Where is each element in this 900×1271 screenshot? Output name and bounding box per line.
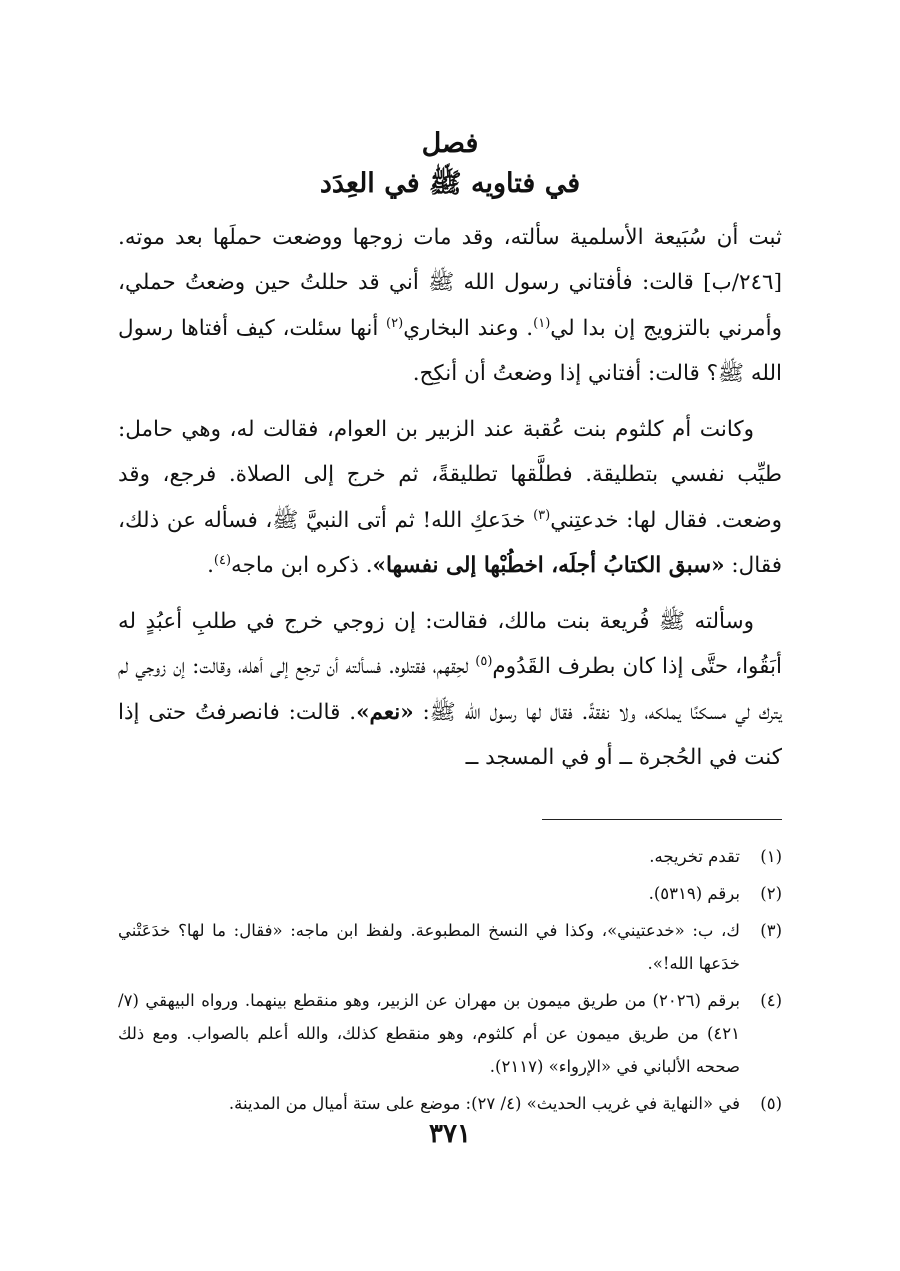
paragraph-3-text-a: وسألته ﷺ فُريعة بنت مالك، فقالت: إن زوجي خرج في طلبِ أعبُدٍ له أبَقُوا، حتَّى إذا كان بطرف القَدُوم (118, 608, 782, 680)
footnote-5 (118, 1087, 782, 1120)
paragraph-3 (118, 599, 782, 781)
footnote-ref-1: (١) (533, 315, 551, 331)
footnote-separator-wrap (118, 791, 782, 840)
section-subtitle: في فتاويه ﷺ في العِدَد (319, 168, 581, 200)
footnote-text: تقدم تخريجه. (649, 846, 740, 866)
section-title: فصل (421, 128, 479, 159)
paragraph-2-text-a: وكانت أم كلثوم بنت عُقبة عند الزبير بن العوام، فقالت له، وهي حامل: طيِّب نفسي بتطليقة. فطلَّقها تطليقةً، ثم خرج إلى الصلاة. فرجع، وقد وضعت. فقال لها: خدعتِني (118, 416, 783, 533)
footnote-number: (٣) (760, 920, 782, 940)
main-text (118, 215, 782, 781)
paragraph-2 (118, 407, 782, 589)
paragraph-1-text-a: ثبت أن سُبَيعة الأسلمية سألته، وقد مات زوجها ووضعت حملَها بعد موته. [٢٤٦/ب] قالت: فأفتاني رسول الله ﷺ أني قد حللتُ حين وضعتُ حملي، وأمرني بالتزويج إن بدا لي (118, 224, 782, 341)
footnote-number: (٤) (760, 990, 782, 1010)
footnote-text: برقم (٥٣١٩). (648, 883, 740, 903)
footnote-1 (118, 840, 782, 873)
paragraph-1-text-c: أنها سئلت، كيف أفتاها رسول الله ﷺ؟ قالت: أفتاني إذا وضعتُ أن أنكِح. (118, 315, 782, 387)
paragraph-2-text-b: خدَعكِ الله! ثم أتى النبيَّ ﷺ، فسأله عن ذلك، فقال: (118, 507, 782, 579)
footnote-4 (118, 984, 782, 1083)
footnote-2 (118, 877, 782, 910)
footnote-text: برقم (٢٠٢٦) من طريق ميمون بن مهران عن الزبير، وهو منقطع بينهما. ورواه البيهقي (٧/ ٤٢١) من طريق ميمون عن أم كلثوم، وهو منقطع كذلك، والله أعلم بالصواب. ومع ذلك صححه الألباني في «الإرواء» (٢١١٧). (118, 990, 740, 1076)
footnote-ref-3: (٣) (533, 507, 551, 523)
footnote-separator (542, 819, 782, 820)
book-page (118, 0, 782, 1271)
hadith-quote-2: «نعم» (356, 699, 414, 725)
paragraph-2-text-c: . ذكره ابن ماجه (231, 553, 373, 579)
footnotes (118, 840, 782, 1120)
footnote-text: في «النهاية في غريب الحديث» (٤/ ٢٧): موضع على ستة أميال من المدينة. (228, 1093, 740, 1113)
paragraph-3-text-b: لحِقهم، فقتلوه. فسألته أن ترجع إلى أهله، وقالت: إن زوجي لم يترك لي مسكنًا يملكه، ولا نفقةً. فقال لها رسول الله ﷺ: (118, 654, 782, 725)
footnote-ref-4: (٤) (213, 553, 232, 569)
paragraph-1-text-b: . وعند البخاري (403, 315, 534, 341)
footnote-text: ك، ب: «خدعتيني»، وكذا في النسخ المطبوعة. ولفظ ابن ماجه: «فقال: ما لها؟ خدَعَتْني خدَعها الله!». (118, 920, 740, 973)
paragraph-1 (118, 215, 782, 397)
paragraph-3-text-c: . قالت: فانصرفتُ حتى إذا كنت في الحُجرة ــ أو في المسجد ــ (118, 699, 782, 771)
hadith-quote-1: «سبق الكتابُ أجلَه، اخطُبْها إلى نفسها» (372, 553, 725, 579)
footnote-3 (118, 914, 782, 980)
footnote-ref-5: (٥) (475, 654, 493, 670)
paragraph-2-text-d: . (207, 553, 214, 579)
footnote-ref-2: (٢) (386, 315, 404, 331)
footnote-number: (٢) (760, 883, 782, 903)
footnote-number: (٥) (760, 1093, 782, 1113)
page-number: ٣٧١ (429, 1119, 471, 1149)
footnote-number: (١) (760, 846, 782, 866)
